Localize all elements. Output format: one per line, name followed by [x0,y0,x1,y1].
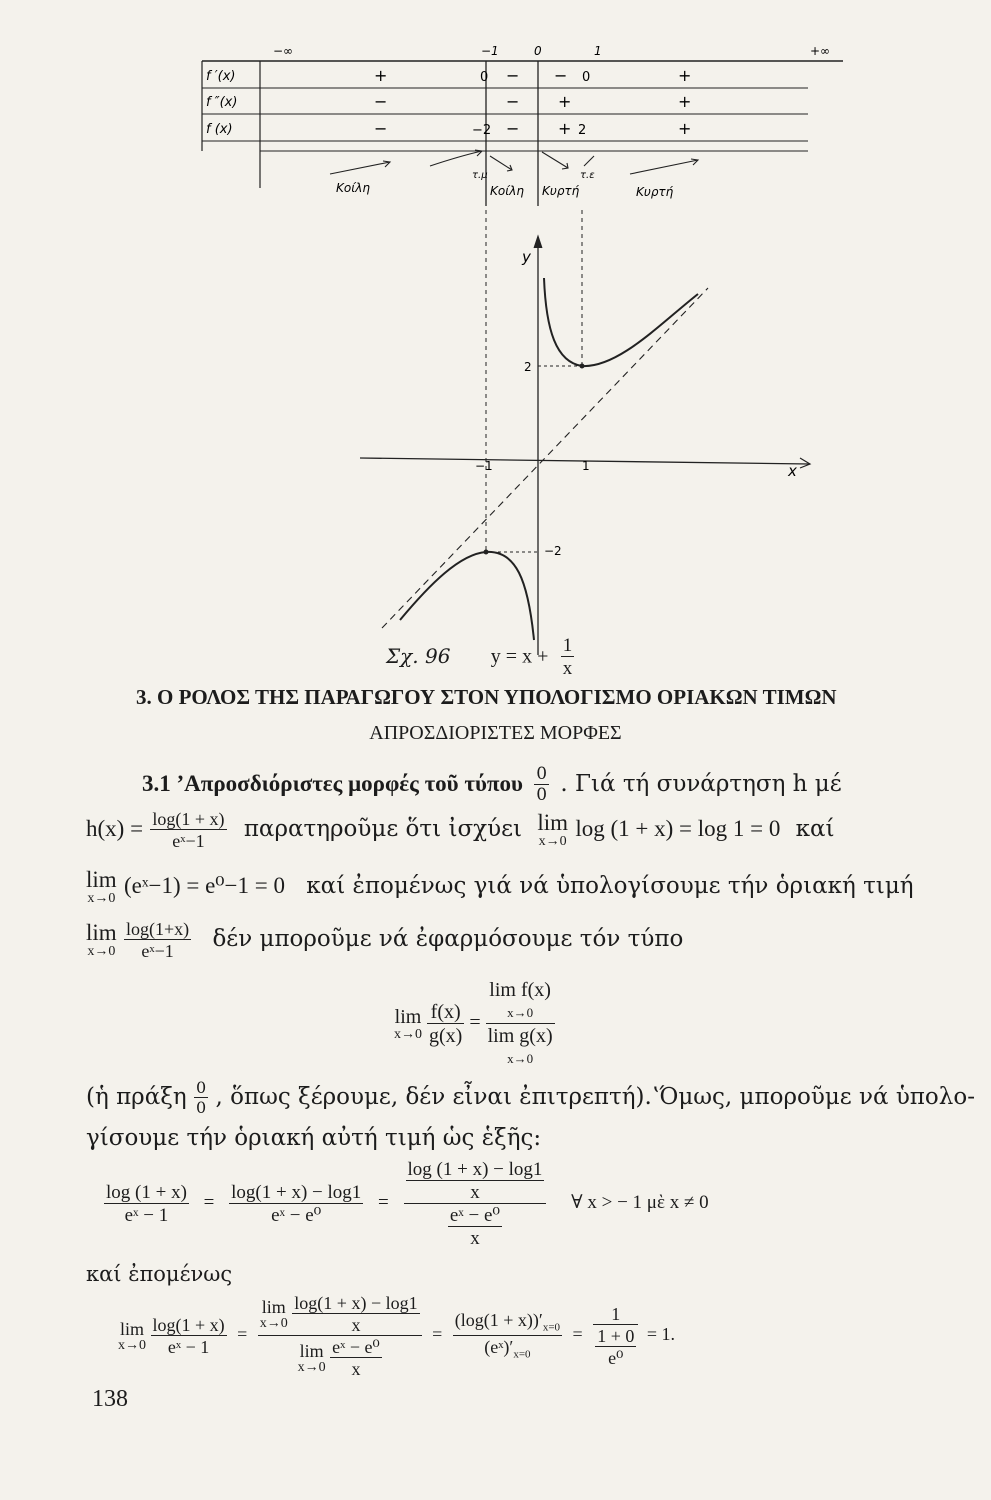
para1-lim-sub: x→0 [538,834,567,849]
para4-frac-num: 0 [196,1078,207,1097]
final-r-den-den: e⁰ [608,1348,624,1368]
final-d-num-block [453,1311,562,1336]
para4-frac-den: 0 [196,1098,207,1117]
final-f1-num: log(1 + x) [152,1315,225,1335]
row-label-f: f (x) [206,122,233,137]
final-f2-den-block [258,1336,422,1378]
equation-chain [104,1160,709,1248]
fprime-cell-4: − [554,66,568,85]
formula-num: f(x) [427,1002,464,1024]
final-r-den-frac [595,1327,636,1367]
chain-f3-den-frac [448,1206,502,1248]
chain-f1-num: log (1 + x) [106,1182,187,1203]
table-header-zero: 0 [534,44,542,58]
f-cell-2: −2 [472,123,492,138]
annot-tmin: τ.ε [580,170,595,181]
curve-left-branch [400,552,534,640]
final-eq-1: = [237,1324,248,1345]
fprime-cell-1: + [374,66,388,85]
chain-frac-1 [104,1183,189,1225]
final-f2-den-frac [330,1338,382,1378]
chain-f3-num-num: log (1 + x) − log1 [407,1159,543,1180]
section-subtitle: ΑΠΡΟΣΔΙΟΡΙΣΤΕΣ ΜΟΡΦΕΣ [369,722,622,744]
figure-caption [386,636,574,678]
paragraph-2 [86,868,914,906]
kai-epomenos: καί ἐπομένως [86,1262,233,1286]
figure-label: Σχ. 96 [386,643,451,668]
chain-frac-2 [229,1183,363,1225]
hx-den: eˣ−1 [172,831,205,851]
para3-lim-sub: x→0 [87,944,116,959]
x-axis-label: x [788,462,797,480]
chain-eq-2: = [378,1192,389,1214]
annot-koili-1: Κοίλη [336,181,370,195]
para2-expr: (eˣ−1) = e⁰−1 = 0 [123,873,285,898]
paragraph-4-line2: γίσουμε τήν ὁριακή αὐτή τιμή ὡς ἑξῆς: [86,1125,542,1151]
subsection-line [142,766,842,804]
row-label-fprime: f ′(x) [206,69,236,84]
formula-left-fraction [427,1002,464,1046]
final-result: = 1. [646,1324,676,1345]
chain-f3-num-den: x [470,1182,480,1203]
final-d-den-sub: x=0 [513,1348,531,1361]
subsection-fraction [534,766,549,804]
figure-equation: y = x + [490,645,549,668]
final-d-num: (log(1 + x))′ [454,1310,543,1331]
final-f2-num-block [258,1294,422,1336]
final-eq-2: = [432,1324,443,1345]
f-cell-6: + [678,119,692,138]
chain-f3-num-block [404,1160,547,1204]
para1-expr: log (1 + x) = log 1 = 0 [575,816,781,841]
final-inner-num: log(1 + x) − log1 [294,1293,418,1313]
final-inner2-num: eˣ − e⁰ [332,1337,380,1357]
para2-lim-word: lim [86,867,117,892]
formula-r-num-block [486,980,555,1024]
figure-frac-num: 1 [562,635,573,656]
fdoubleprime-cell-4: + [678,92,692,111]
chain-eq-1: = [203,1192,215,1214]
final-lim-sub: x→0 [118,1337,146,1353]
para1-text: παρατηροῦμε ὅτι ἰσχύει [243,816,523,842]
chain-f3-den-block [404,1204,547,1248]
para3-lim [86,921,117,959]
table-header-one: 1 [594,44,602,58]
final-eq-3: = [572,1324,583,1345]
para1-lim [537,811,568,849]
final-d-num-sub: x=0 [542,1322,561,1334]
hx-label: h(x) = [86,816,144,841]
hx-num: log(1 + x) [152,809,225,829]
quotient-rule-formula [394,980,555,1068]
annot-kyrti-2: Κυρτή [636,185,674,199]
para2-lim-sub: x→0 [87,891,116,906]
para3-fraction [124,920,191,960]
para4-before: (ἡ πράξη [86,1084,187,1110]
tick-minus-1: −1 [475,459,493,473]
final-d-den-block [453,1336,562,1361]
chain-f2-num: log(1 + x) − log1 [231,1182,362,1203]
f-cell-4: + [558,119,572,138]
para2-text: καί ἐπομένως γιά νά ὑπολογίσουμε τήν ὁριακή τιμή [306,873,914,899]
fdoubleprime-cell-1: − [374,92,388,111]
final-r-num: 1 [593,1305,638,1325]
final-r-den-block [593,1325,638,1367]
chain-f3-den-num: eˣ − e⁰ [449,1205,501,1226]
function-graph [360,200,830,670]
tick-1: 1 [582,459,590,473]
final-d-den: (eˣ)′ [484,1337,514,1357]
hx-fraction [150,810,226,850]
final-f1-den: eˣ − 1 [167,1337,210,1357]
final-f2-num-frac [292,1294,419,1334]
fdoubleprime-cell-2: − [506,92,520,111]
f-cell-1: − [374,119,388,138]
page-number: 138 [92,1386,128,1412]
annot-kyrti-1: Κυρτή [542,184,580,198]
figure-equation-fraction [561,636,575,678]
para4-after: , ὅπως ξέρουμε, δέν εἶναι ἐπιτρεπτή).ʽΌμως, μποροῦμε νά ὑπολο- [215,1084,975,1110]
paragraph-3 [86,920,683,960]
para3-text: δέν μποροῦμε νά ἐφαρμόσουμε τόν τύπο [212,926,684,952]
chain-frac-3 [404,1160,547,1248]
para2-lim [86,868,117,906]
fprime-cell-2: 0 [480,70,489,85]
figure-frac-den: x [562,658,573,679]
final-f2-den-lim [298,1342,326,1375]
chain-f1-den: eˣ − 1 [124,1205,169,1226]
formula-right-fraction [486,980,555,1068]
subsection-title: 3.1 ʼΑπροσδιόριστες μορφές τοῦ τύπου [142,771,523,796]
final-equation [118,1294,675,1378]
row-label-fdoubleprime: f ″(x) [206,95,238,110]
fprime-cell-5: 0 [582,70,591,85]
y-axis-label: y [522,248,531,266]
variation-table [190,38,850,208]
subsection-frac-den: 0 [536,785,548,805]
final-inner-den: x [351,1315,361,1335]
para1-lim-word: lim [537,810,568,835]
asymptote-line [382,288,708,628]
para1-kai: καί [795,816,835,842]
table-header-neg-inf: −∞ [273,44,294,58]
final-frac-3 [453,1311,562,1360]
formula-lim-sub: x→0 [394,1026,422,1042]
subsection-after: . Γιά τή συνάρτηση h μέ [560,771,842,797]
formula-r-den-block [486,1024,555,1068]
f-cell-5: 2 [578,123,587,138]
f-cell-3: − [506,119,520,138]
final-f2-den-lim-word: lim [299,1340,324,1361]
chain-condition: ∀ x > − 1 μὲ x ≠ 0 [571,1192,709,1214]
annot-tmax: τ.μ [472,170,488,181]
formula-lim-word: lim [394,1005,422,1028]
formula-eq: = [469,1011,481,1034]
formula-den: g(x) [429,1025,463,1047]
fprime-cell-3: − [506,66,520,85]
final-frac-4 [593,1305,638,1367]
final-f2-num-lim-word: lim [261,1296,286,1317]
formula-lim [394,1007,422,1042]
fdoubleprime-cell-3: + [558,92,572,111]
final-frac-1 [151,1316,227,1356]
chain-f2-den: eˣ − e⁰ [271,1205,322,1226]
table-header-minus-one: −1 [481,44,499,58]
final-f2-den-lim-sub: x→0 [297,1359,326,1375]
para3-den: eˣ−1 [141,941,174,961]
fprime-cell-6: + [678,66,692,85]
final-frac-2 [258,1294,422,1378]
para3-num: log(1+x) [125,919,190,939]
final-r-den-num: 1 + 0 [597,1326,635,1346]
formula-r-den-sub: x→0 [507,1051,534,1066]
formula-r-num: lim f(x) [489,979,551,1001]
tick-minus-2: −2 [544,544,562,558]
formula-r-den: lim g(x) [487,1025,553,1047]
tick-2: 2 [524,360,532,374]
para4-fraction [194,1080,208,1116]
section-title: 3. Ο ΡΟΛΟΣ ΤΗΣ ΠΑΡΑΓΩΓΟΥ ΣΤΟΝ ΥΠΟΛΟΓΙΣΜΟ ΟΡΙΑΚΩΝ ΤΙΜΩΝ [136,685,837,709]
annot-koili-2: Κοίλη [490,184,524,198]
final-lim-word: lim [119,1318,144,1339]
final-f2-num-lim [260,1298,288,1331]
final-lim [118,1320,146,1353]
paragraph-4 [86,1080,975,1116]
chain-f3-den-den: x [470,1228,480,1249]
chain-f3-num-frac [406,1160,545,1202]
final-f2-num-lim-sub: x→0 [259,1315,288,1331]
final-inner2-den: x [351,1359,361,1379]
para3-lim-word: lim [86,920,117,945]
formula-r-num-sub: x→0 [507,1005,534,1020]
subsection-frac-num: 0 [536,764,548,784]
table-header-pos-inf: +∞ [810,44,831,58]
paragraph-1 [86,810,835,850]
